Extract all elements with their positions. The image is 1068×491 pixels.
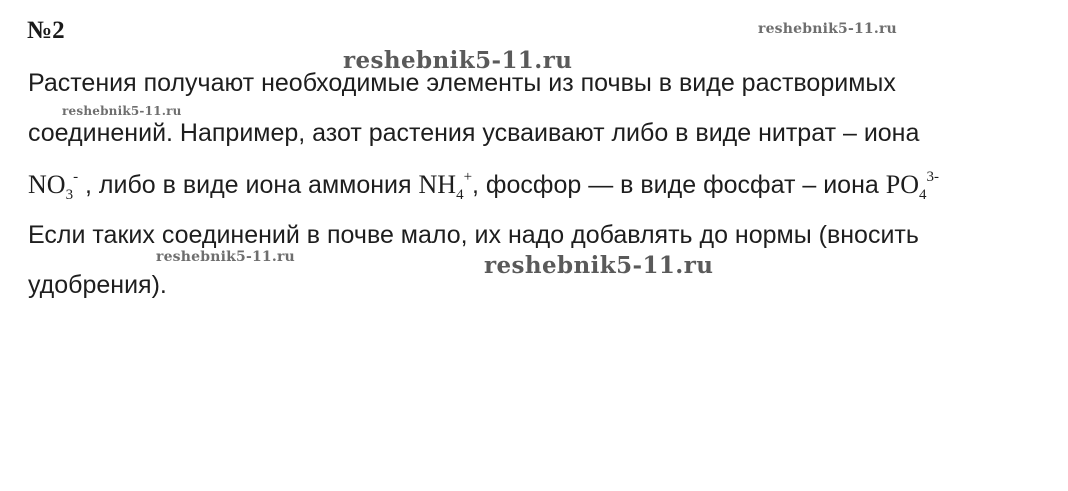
phosphate-base: PO [885, 170, 919, 199]
phosphate-formula [885, 169, 939, 203]
text-line-1: Растения получают необходимые элементы из почвы в виде растворимых [28, 69, 896, 97]
watermark-bottom-center: reshebnik5-11.ru [484, 252, 714, 279]
text-fragment-a: , либо в виде иона аммония [78, 171, 419, 199]
problem-number-heading: №2 [27, 17, 65, 44]
text-line-2: соединений. Например, азот растения усваивают либо в виде нитрат – иона [28, 119, 920, 147]
text-fragment-b: , фосфор — в виде фосфат – иона [472, 171, 886, 199]
ammonium-subscript: 4 [456, 187, 464, 203]
phosphate-charge: 3- [926, 169, 939, 185]
watermark-left: reshebnik5-11.ru [62, 104, 182, 118]
watermark-top-right: reshebnik5-11.ru [758, 21, 897, 37]
ammonium-base: NH [418, 170, 457, 199]
nitrate-base: NO [28, 170, 66, 199]
nitrate-charge: - [73, 169, 79, 185]
ammonium-charge: + [463, 169, 473, 185]
text-line-4: Если таких соединений в почве мало, их надо добавлять до нормы (вносить [28, 221, 919, 249]
ammonium-formula [418, 169, 473, 203]
nitrate-subscript: 3 [65, 187, 74, 203]
watermark-top-center: reshebnik5-11.ru [343, 47, 573, 74]
nitrate-formula [28, 169, 79, 203]
phosphate-subscript: 4 [919, 187, 927, 203]
text-line-3 [28, 169, 939, 203]
watermark-bottom-left: reshebnik5-11.ru [156, 249, 295, 265]
text-line-5: удобрения). [28, 271, 167, 299]
